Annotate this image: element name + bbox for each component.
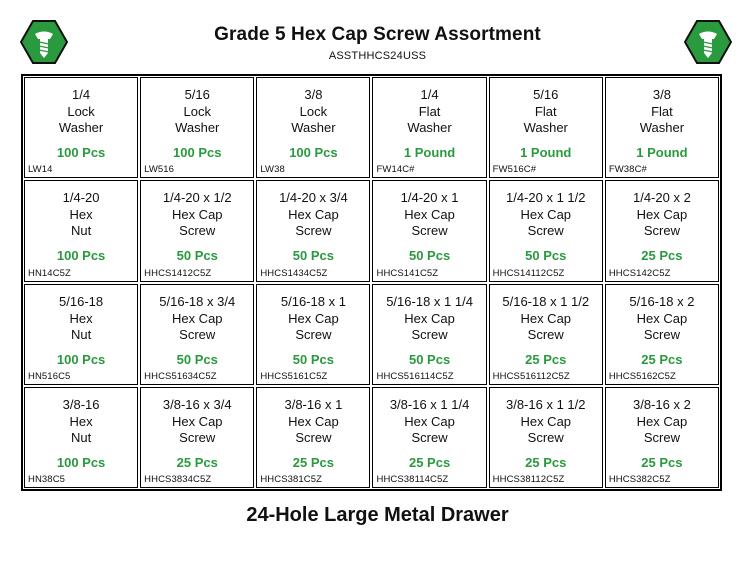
item-code: LW38 xyxy=(260,164,285,176)
drawer-cell xyxy=(140,77,254,178)
item-code: FW516C# xyxy=(492,164,537,176)
item-quantity: 25 Pcs xyxy=(641,351,683,367)
item-type-line1: Hex Cap xyxy=(404,413,455,429)
item-type-line2: Screw xyxy=(179,326,216,342)
item-type-line2: Screw xyxy=(295,223,332,239)
item-size: 1/4-20 x 3/4 xyxy=(279,190,348,206)
item-type-line1: Hex Cap xyxy=(404,207,455,223)
item-quantity: 50 Pcs xyxy=(525,248,567,264)
item-quantity: 25 Pcs xyxy=(292,454,334,470)
drawer-cell xyxy=(372,284,486,385)
item-type-line1: Flat xyxy=(651,104,673,119)
item-type-line2: Washer xyxy=(58,120,104,135)
item-type-line2: Screw xyxy=(643,223,680,239)
item-type-line1: Hex Cap xyxy=(520,310,572,326)
drawer-cell xyxy=(489,180,603,281)
item-type-line2: Screw xyxy=(411,223,448,239)
item-type-line2: Nut xyxy=(70,326,92,342)
item-type-line1: Hex Cap xyxy=(171,207,223,223)
item-code: LW14 xyxy=(28,164,53,176)
item-type-line1: Hex Cap xyxy=(171,310,223,326)
drawer-cell xyxy=(605,180,719,281)
drawer-cell xyxy=(24,284,138,385)
item-type-line1: Hex xyxy=(69,207,93,223)
item-type-line2: Nut xyxy=(70,223,92,239)
item-quantity: 1 Pound xyxy=(520,145,572,160)
item-code: HHCS51634C5Z xyxy=(144,370,217,382)
drawer-cell xyxy=(605,387,719,488)
item-code: HHCS5161C5Z xyxy=(260,370,328,382)
item-quantity: 100 Pcs xyxy=(56,145,106,160)
item-size: 1/4 xyxy=(420,87,439,102)
drawer-cell xyxy=(256,77,370,178)
item-size: 3/8 xyxy=(304,87,323,102)
item-type-line1: Lock xyxy=(299,104,328,119)
item-type-line1: Hex Cap xyxy=(288,207,339,223)
item-quantity: 100 Pcs xyxy=(56,351,106,367)
item-size: 3/8 xyxy=(652,87,671,102)
drawer-cell xyxy=(24,387,138,488)
item-size: 5/16-18 x 1 1/2 xyxy=(502,293,590,309)
item-type-line1: Hex Cap xyxy=(520,413,572,429)
item-code: HHCS3834C5Z xyxy=(144,474,212,485)
drawer-grid xyxy=(21,74,722,491)
item-type-line2: Screw xyxy=(527,223,564,239)
item-type-line1: Hex Cap xyxy=(520,207,572,223)
item-type-line1: Lock xyxy=(67,104,95,119)
item-type-line1: Hex xyxy=(69,413,93,429)
drawer-cell xyxy=(24,77,138,178)
item-size: 5/16-18 x 2 xyxy=(629,293,695,309)
item-type-line1: Hex xyxy=(69,310,93,326)
item-size: 3/8-16 x 1 xyxy=(284,396,343,412)
item-quantity: 50 Pcs xyxy=(292,248,334,264)
item-size: 1/4 xyxy=(72,87,91,102)
item-type-line1: Hex Cap xyxy=(171,413,223,429)
item-type-line1: Hex Cap xyxy=(636,413,688,429)
item-size: 3/8-16 xyxy=(62,396,100,412)
item-type-line1: Hex Cap xyxy=(636,207,688,223)
item-type-line2: Washer xyxy=(175,120,220,135)
item-quantity: 100 Pcs xyxy=(56,454,106,470)
item-type-line2: Washer xyxy=(639,120,685,135)
item-size: 5/16 xyxy=(184,87,210,102)
item-code: HN516C5 xyxy=(28,370,71,382)
item-quantity: 50 Pcs xyxy=(408,351,451,367)
drawer-cell xyxy=(605,77,719,178)
item-type-line2: Screw xyxy=(295,326,332,342)
item-type-line2: Screw xyxy=(179,429,216,445)
item-code: HHCS1412C5Z xyxy=(144,267,212,279)
item-type-line2: Screw xyxy=(179,223,216,239)
drawer-cell xyxy=(489,77,603,178)
item-code: HHCS141C5Z xyxy=(376,267,439,279)
item-code: HHCS38114C5Z xyxy=(376,474,449,485)
item-type-line2: Screw xyxy=(527,429,564,445)
item-code: HHCS382C5Z xyxy=(608,474,671,485)
item-type-line1: Hex Cap xyxy=(404,310,455,326)
item-size: 3/8-16 x 1 1/4 xyxy=(389,396,470,412)
item-code: HHCS38112C5Z xyxy=(492,474,565,485)
item-type-line2: Screw xyxy=(643,326,680,342)
item-size: 5/16 xyxy=(533,87,559,102)
item-type-line1: Hex Cap xyxy=(288,310,339,326)
drawer-cell xyxy=(140,387,254,488)
item-code: HHCS5162C5Z xyxy=(608,370,676,382)
item-type-line1: Flat xyxy=(534,104,557,119)
item-code: HN38C5 xyxy=(28,474,66,485)
item-type-line2: Screw xyxy=(411,429,448,445)
item-type-line2: Screw xyxy=(527,326,564,342)
item-quantity: 50 Pcs xyxy=(292,351,334,367)
item-code: FW38C# xyxy=(608,164,647,176)
item-code: HHCS142C5Z xyxy=(608,267,671,279)
item-quantity: 50 Pcs xyxy=(176,351,218,367)
item-quantity: 25 Pcs xyxy=(408,454,451,470)
item-type-line2: Screw xyxy=(295,429,332,445)
item-size: 3/8-16 x 2 xyxy=(632,396,691,412)
drawer-cell xyxy=(256,284,370,385)
item-type-line2: Screw xyxy=(643,429,680,445)
item-code: HHCS516112C5Z xyxy=(492,370,570,382)
item-type-line1: Hex Cap xyxy=(288,413,339,429)
item-type-line2: Washer xyxy=(291,120,336,135)
item-quantity: 25 Pcs xyxy=(525,454,567,470)
page-title: Grade 5 Hex Cap Screw Assortment xyxy=(214,24,541,45)
drawer-cell xyxy=(140,284,254,385)
item-size: 5/16-18 x 1 xyxy=(280,293,346,309)
drawer-caption: 24-Hole Large Metal Drawer xyxy=(246,504,509,526)
assortment-sku: ASSTHHCS24USS xyxy=(328,50,427,62)
item-code: HHCS14112C5Z xyxy=(492,267,565,279)
item-size: 5/16-18 x 1 1/4 xyxy=(386,293,473,309)
drawer-cell xyxy=(372,387,486,488)
item-code: HHCS516114C5Z xyxy=(376,370,454,382)
item-size: 3/8-16 x 1 1/2 xyxy=(505,396,586,412)
drawer-cell xyxy=(372,77,486,178)
item-quantity: 25 Pcs xyxy=(525,351,567,367)
item-size: 5/16-18 x 3/4 xyxy=(159,293,236,309)
item-quantity: 25 Pcs xyxy=(176,454,218,470)
item-code: HHCS1434C5Z xyxy=(260,267,328,279)
drawer-cell xyxy=(24,180,138,281)
item-type-line2: Screw xyxy=(411,326,448,342)
drawer-cell xyxy=(489,387,603,488)
item-quantity: 100 Pcs xyxy=(173,145,222,160)
item-size: 3/8-16 x 3/4 xyxy=(162,396,232,412)
item-type-line1: Flat xyxy=(418,104,441,119)
item-code: LW516 xyxy=(144,164,175,176)
drawer-cell xyxy=(605,284,719,385)
drawer-cell xyxy=(140,180,254,281)
item-quantity: 1 Pound xyxy=(636,145,688,160)
item-code: HHCS381C5Z xyxy=(260,474,323,485)
item-quantity: 25 Pcs xyxy=(641,248,683,264)
drawer-cell xyxy=(489,284,603,385)
item-size: 1/4-20 x 1 xyxy=(400,190,459,206)
item-type-line1: Lock xyxy=(183,104,211,119)
item-size: 1/4-20 x 1/2 xyxy=(162,190,232,206)
item-size: 1/4-20 x 1 1/2 xyxy=(505,190,586,206)
item-quantity: 25 Pcs xyxy=(641,454,683,470)
drawer-cell xyxy=(372,180,486,281)
item-quantity: 50 Pcs xyxy=(408,248,451,264)
drawer-cell xyxy=(256,180,370,281)
item-quantity: 100 Pcs xyxy=(56,248,106,264)
item-quantity: 50 Pcs xyxy=(176,248,218,264)
item-code: FW14C# xyxy=(376,164,415,176)
item-type-line2: Nut xyxy=(70,429,92,445)
item-type-line1: Hex Cap xyxy=(636,310,688,326)
item-size: 1/4-20 x 2 xyxy=(632,190,691,206)
item-type-line2: Washer xyxy=(407,120,452,135)
item-size: 1/4-20 xyxy=(62,190,100,206)
item-type-line2: Washer xyxy=(523,120,568,135)
item-quantity: 1 Pound xyxy=(403,145,456,160)
item-size: 5/16-18 xyxy=(59,293,104,309)
item-code: HN14C5Z xyxy=(28,267,71,279)
drawer-cell xyxy=(256,387,370,488)
item-quantity: 100 Pcs xyxy=(289,145,338,160)
